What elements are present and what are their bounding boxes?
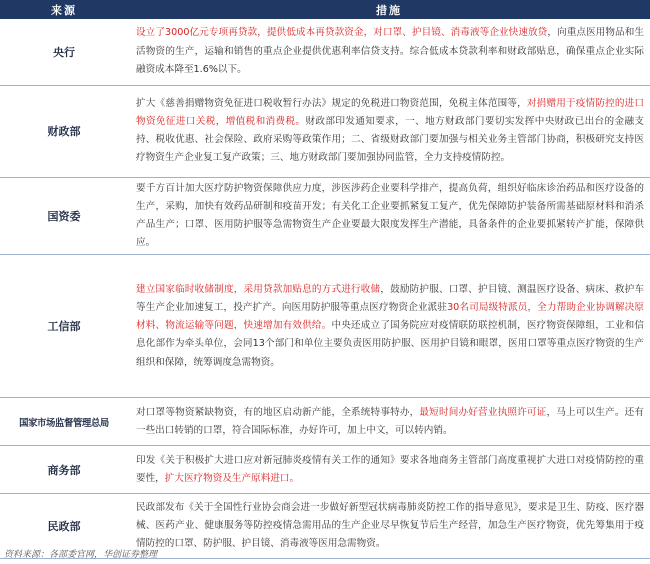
- footnote: 资料来源：各部委官网，华创证券整理: [4, 550, 158, 560]
- row-source: 工信部: [0, 255, 128, 398]
- row-source: 国资委: [0, 177, 128, 255]
- row-source: 民政部: [0, 494, 128, 559]
- row-measures: [128, 446, 650, 494]
- measure-text: 财政部印发通知要求，一、地方财政部门要切实发挥中央财政已出台的金融支持、税收优惠、社会保险、政府采购等政策作用；二、省级财政部门要加强与相关业务主管部门协商，积极研究支持医疗物资生产企业复工复产政策；三、地方财政部门要加强协同监管，全力支持疫情防控。: [136, 115, 645, 164]
- measure-text: 民政部发布《关于全国性行业协会商会进一步做好新型冠状病毒肺炎防控工作的指导意见》，要求是卫生、防疫、医疗器械、医药产业、健康服务等防控疫情急需用品的生产企业尽早恢复节后生产经营，加急生产医疗物资，优先筹集用于疫情防控的口罩、防护服、护目镜、消毒液等医用急需物资。: [136, 502, 644, 550]
- measure-text: 扩大《慈善捐赠物资免征进口税收暂行办法》规定的免税进口物资范围，免税主体范围等，: [136, 97, 527, 109]
- measure-text: ，鼓励防护服、口罩、护目镜、测温医疗设备、病床、救护车等生产企业加速复工，投产扩产。向医用防护服等重点医疗物资企业派驻: [136, 283, 645, 313]
- highlighted-text: 扩大医疗物资及生产原料进口。: [164, 472, 300, 484]
- highlighted-text: 30名司局级特派员，全力帮助企业协调解决原材料、物流运输等问题，快速增加有效供给。: [136, 302, 644, 332]
- measure-text: 印发《关于积极扩大进口应对新冠肺炎疫情有关工作的通知》要求各地商务主管部门高度重视扩大进口对疫情防控的重要性，: [136, 454, 644, 484]
- table-row: [0, 255, 650, 398]
- table-row: [0, 398, 650, 446]
- highlighted-text: 建立国家临时收储制度，采用贷款加贴息的方式进行收储: [136, 283, 381, 295]
- highlighted-text: 最短时间办好营业执照许可证: [419, 406, 547, 418]
- row-source: 财政部: [0, 85, 128, 177]
- highlighted-text: 对捐赠用于疫情防控的进口物资免征进口关税，增值税和消费税。: [136, 97, 644, 127]
- measure-text: 要千方百计加大医疗防护物资保障供应力度，涉医涉药企业要科学排产，提高负荷，组织好临床诊治药品和医疗设备的生产，采购，加快有效药品研制和疫苗开发；有关化工企业要抓紧复工复产，优先保障防护装备所需基础原材料和消杀产品生产；口罩、医用防护服等急需物资生产企业要最大限度发挥生产潜能，具备条件的企业要抓紧转产扩能，保障供应。: [136, 182, 644, 249]
- table-row: [0, 177, 650, 255]
- row-measures: [128, 85, 650, 177]
- row-source: 国家市场监督管理总局: [0, 398, 128, 446]
- measure-text: ，马上可以生产。还有一些出口转销的口罩，符合国际标准，办好许可，加上中文，可以转内销。: [136, 406, 645, 436]
- header-measures: 措施: [128, 0, 650, 19]
- highlighted-text: 设立了3000亿元专项再贷款，提供低成本再贷款资金，对口罩、护目镜、消毒液等企业快速放贷: [136, 27, 548, 39]
- row-source: 商务部: [0, 446, 128, 494]
- row-source: 央行: [0, 19, 128, 85]
- measure-text: ，向重点医用物品和生活物资的生产，运输和销售的重点企业提供优惠利率信贷支持。综合低成本贷款利率和财政部贴息，确保重点企业实际融资成本降至1.6%以下。: [136, 27, 644, 75]
- header-source: 来源: [0, 0, 128, 19]
- row-measures: [128, 255, 650, 398]
- table-row: [0, 85, 650, 177]
- table-header: [0, 0, 650, 19]
- measure-text: 中央还成立了国务院应对疫情联防联控机制，医疗物资保障组，工业和信息化部作为牵头单位，会同13个部门和单位主要负责医用防护服、医用护目镜和眼罩，医用口罩等重点医疗物资的生产组织和保障，统筹调度急需物资。: [136, 320, 644, 368]
- row-measures: [128, 177, 650, 255]
- table-row: [0, 19, 650, 85]
- row-measures: [128, 398, 650, 446]
- row-measures: [128, 19, 650, 85]
- table-row: [0, 446, 650, 494]
- row-measures: [128, 494, 650, 559]
- measure-text: 对口罩等物资紧缺物资，有的地区启动新产能，全系统特事特办，: [136, 406, 420, 418]
